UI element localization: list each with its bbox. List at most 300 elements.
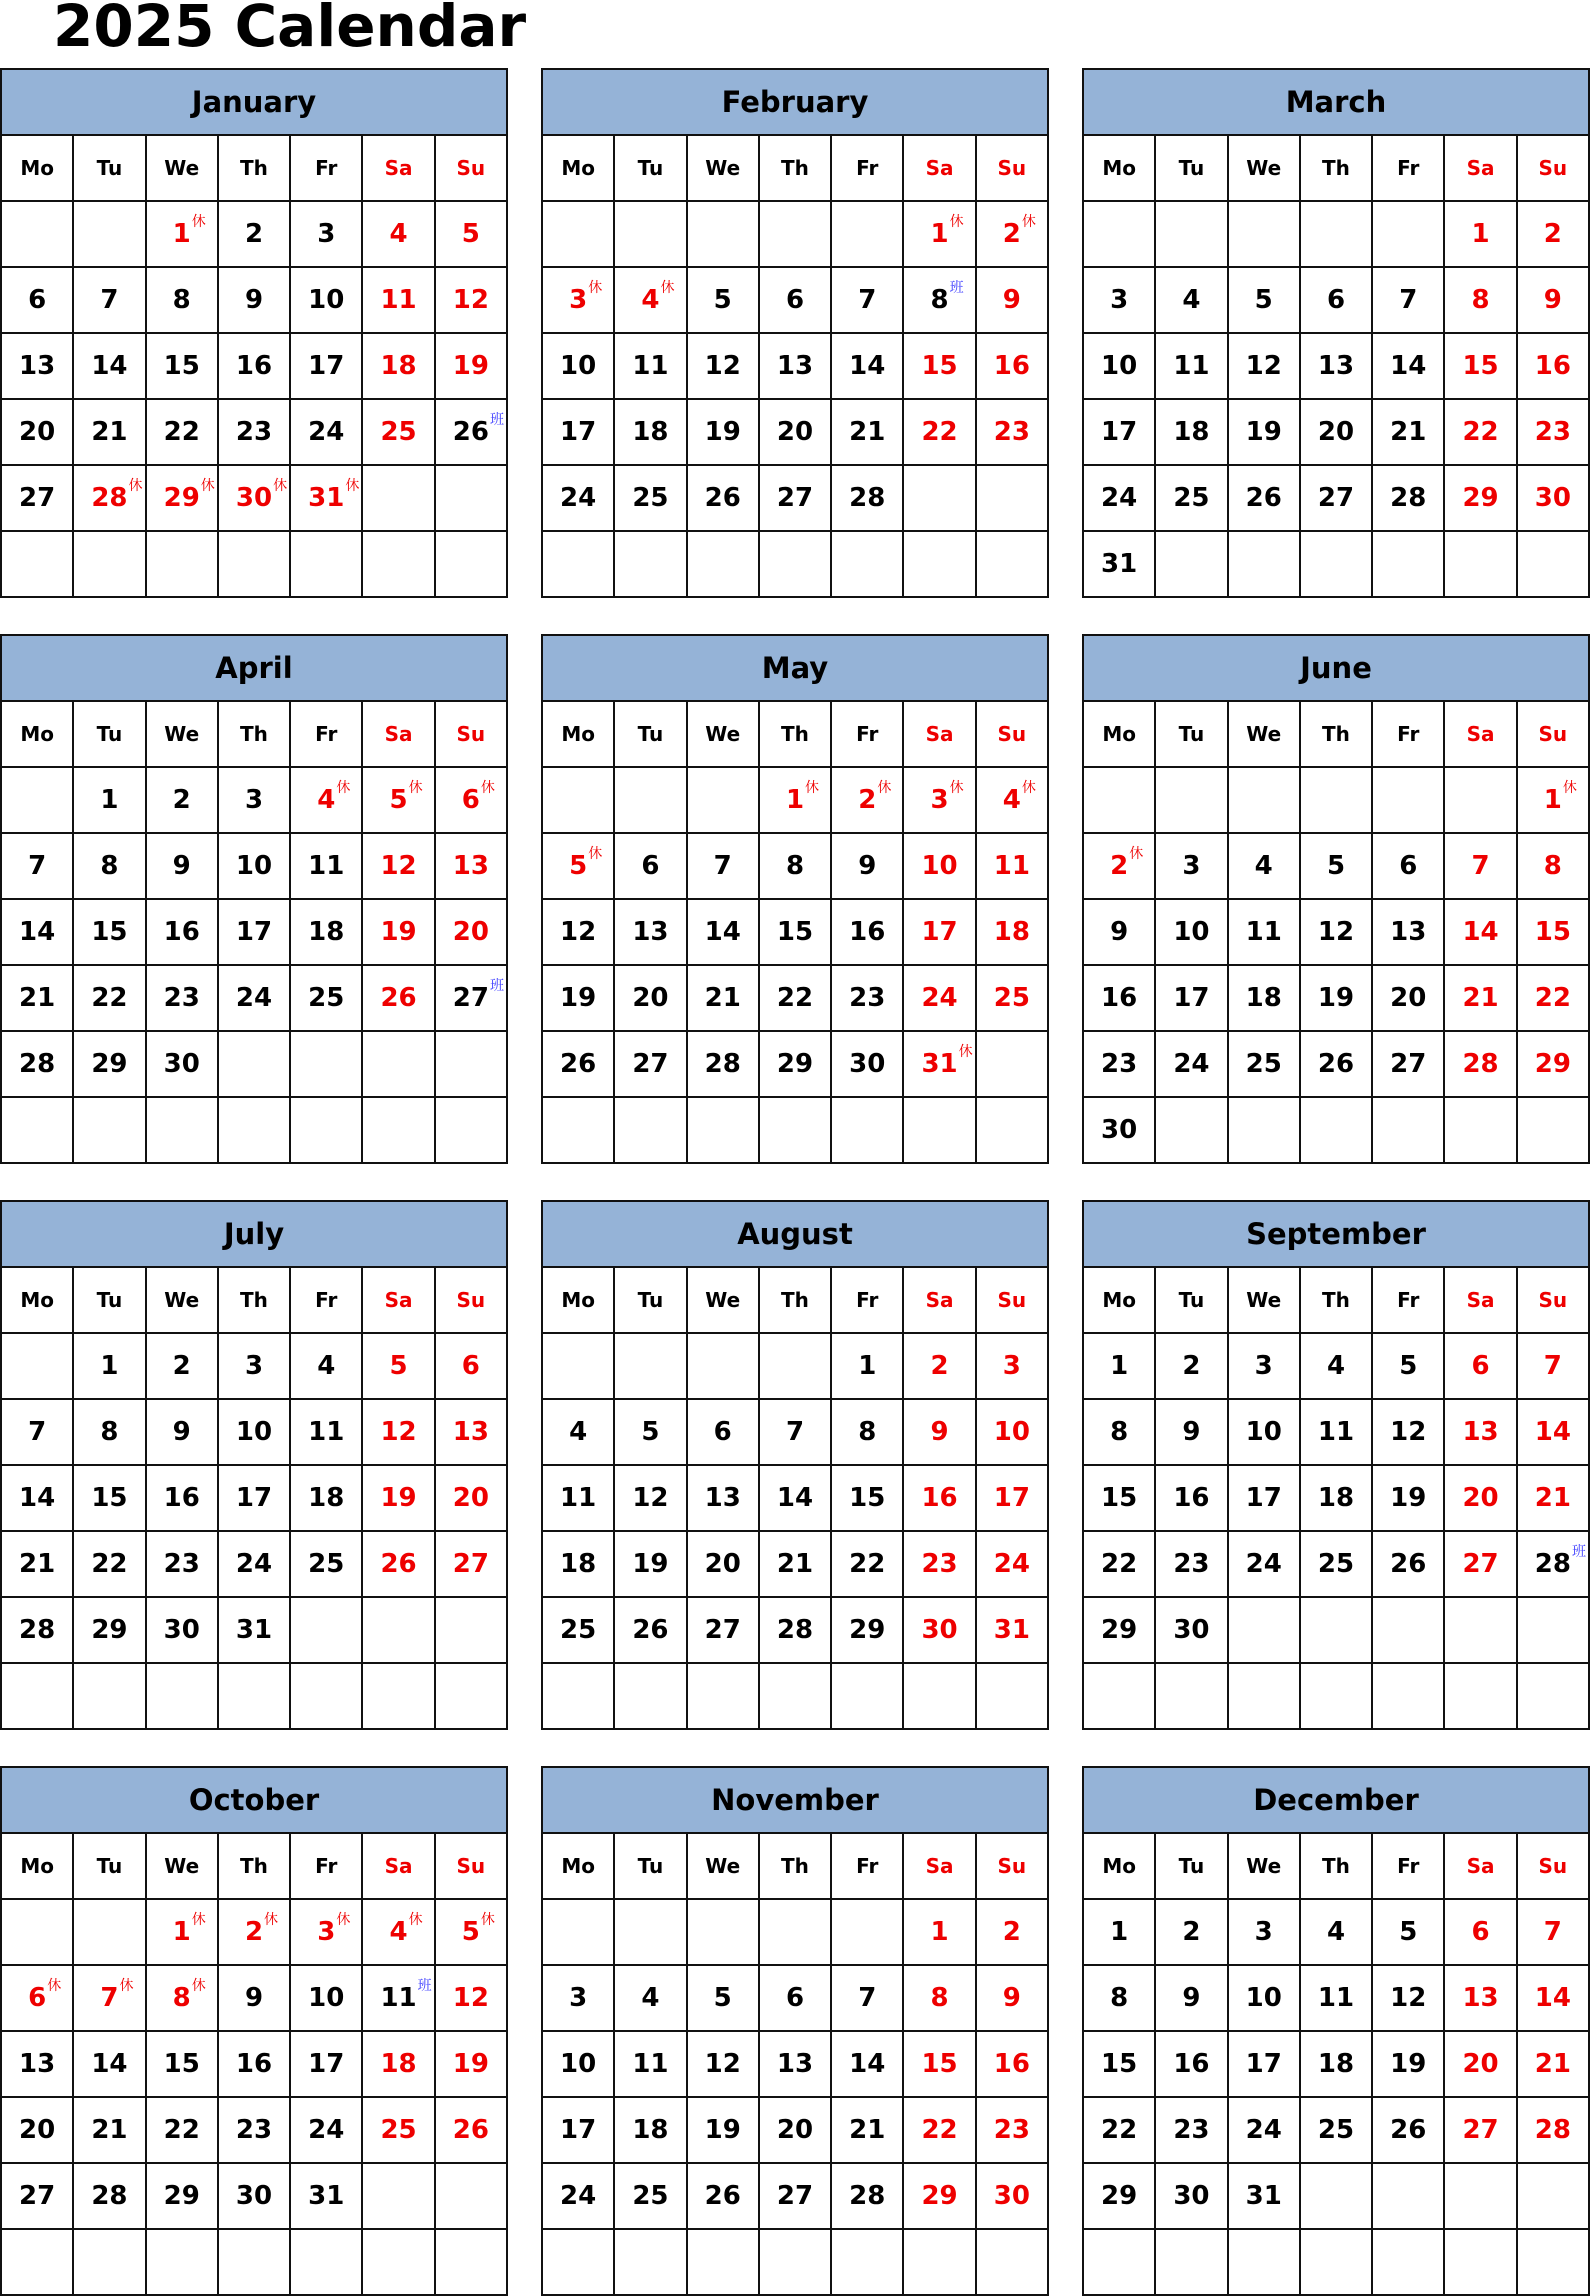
day-number: 22	[91, 1549, 128, 1579]
day-cell	[1372, 399, 1444, 465]
week-row	[1083, 267, 1589, 333]
day-cell	[73, 399, 145, 465]
day-cell	[362, 2229, 434, 2295]
day-cell	[1444, 1531, 1516, 1597]
day-cell	[687, 399, 759, 465]
day-number: 24	[308, 417, 345, 447]
week-row	[542, 465, 1048, 531]
day-number: 17	[1173, 983, 1210, 1013]
day-cell	[1, 899, 73, 965]
day-cell	[1372, 1465, 1444, 1531]
day-number: 22	[921, 2115, 958, 2145]
day-cell	[687, 1597, 759, 1663]
day-number: 9	[930, 1417, 949, 1447]
day-cell	[542, 767, 614, 833]
day-cell	[290, 465, 362, 531]
day-number: 5	[713, 1983, 732, 2013]
day-number: 21	[19, 983, 56, 1013]
day-cell	[831, 1465, 903, 1531]
day-cell	[903, 1899, 975, 1965]
day-number: 4	[389, 219, 408, 249]
day-cell	[614, 1899, 686, 1965]
day-number: 24	[993, 1549, 1030, 1579]
day-number: 21	[91, 2115, 128, 2145]
weekday-label: Th	[759, 1833, 831, 1899]
day-cell	[1300, 1333, 1372, 1399]
day-number: 27	[776, 483, 814, 513]
weekday-label: Sa	[903, 701, 975, 767]
day-number: 15	[776, 917, 814, 947]
day-number: 4	[1182, 285, 1201, 315]
day-number: 29	[776, 1049, 814, 1079]
day-number: 31	[308, 2181, 345, 2211]
day-number: 6	[1399, 851, 1418, 881]
day-number: 9	[1002, 285, 1021, 315]
day-number: 16	[1173, 2049, 1210, 2079]
day-number: 27	[632, 1049, 669, 1079]
day-number: 11	[1317, 1417, 1355, 1447]
day-number: 21	[704, 983, 741, 1013]
holiday-mark: 休	[1562, 780, 1577, 796]
day-cell	[146, 833, 218, 899]
day-number: 12	[632, 1483, 669, 1513]
day-cell	[1517, 2163, 1589, 2229]
day-cell	[218, 531, 290, 597]
day-number: 18	[380, 351, 417, 381]
day-cell	[1, 1597, 73, 1663]
day-cell	[1, 1031, 73, 1097]
day-number: 16	[163, 917, 200, 947]
day-cell	[1444, 1663, 1516, 1729]
day-cell	[1300, 1597, 1372, 1663]
day-number: 4	[1254, 851, 1273, 881]
day-number: 24	[1245, 1549, 1282, 1579]
day-number: 5	[461, 219, 480, 249]
day-cell	[1444, 1465, 1516, 1531]
day-cell	[73, 333, 145, 399]
day-cell	[1517, 1465, 1589, 1531]
day-cell	[1517, 1531, 1589, 1597]
day-number: 19	[452, 351, 489, 381]
weekday-label: Mo	[1, 135, 73, 201]
day-number: 14	[19, 917, 56, 947]
day-number: 3	[317, 219, 336, 249]
day-cell	[362, 1899, 434, 1965]
day-number: 29 休	[164, 483, 200, 513]
day-cell	[542, 2031, 614, 2097]
day-cell	[362, 1965, 434, 2031]
day-number: 16	[1173, 1483, 1210, 1513]
holiday-mark: 休	[949, 214, 964, 230]
day-number: 6	[785, 1983, 805, 2013]
day-cell	[542, 1031, 614, 1097]
week-row	[542, 2031, 1048, 2097]
month-september	[1082, 1200, 1590, 1729]
day-number: 22	[1101, 2115, 1138, 2145]
day-number: 9	[1543, 285, 1562, 315]
day-cell	[146, 1031, 218, 1097]
day-cell	[1083, 2229, 1155, 2295]
day-number: 31	[235, 1615, 273, 1645]
day-number: 30	[235, 2181, 273, 2211]
month-table	[0, 634, 508, 1164]
weekday-label: Tu	[1155, 1833, 1227, 1899]
day-number: 25	[993, 983, 1030, 1013]
day-number: 26	[1390, 1549, 1427, 1579]
day-number: 16	[235, 351, 273, 381]
day-cell	[290, 531, 362, 597]
day-cell	[1, 2229, 73, 2295]
day-cell	[218, 2163, 290, 2229]
day-number: 10	[308, 285, 345, 315]
day-cell	[542, 333, 614, 399]
day-cell	[1444, 1399, 1516, 1465]
day-cell	[1, 1531, 73, 1597]
day-number: 15	[1101, 1483, 1138, 1513]
day-number: 19	[380, 917, 417, 947]
month-table	[1082, 68, 1590, 598]
month-november	[541, 1766, 1049, 2295]
weekday-header-row	[1, 1833, 507, 1899]
weekday-label: Fr	[831, 1833, 903, 1899]
day-number: 1 休	[1544, 785, 1562, 815]
day-number: 19	[560, 983, 597, 1013]
day-cell	[290, 1399, 362, 1465]
day-number: 2	[1182, 1917, 1201, 1947]
day-cell	[1372, 1333, 1444, 1399]
weekday-label: Sa	[1444, 135, 1516, 201]
week-row	[1, 201, 507, 267]
day-cell	[1444, 899, 1516, 965]
day-cell	[614, 1465, 686, 1531]
month-table	[541, 68, 1049, 598]
holiday-mark: 休	[408, 780, 423, 796]
day-number: 12	[452, 1983, 489, 2013]
day-number: 29	[91, 1615, 128, 1645]
day-cell	[218, 1399, 290, 1465]
day-number: 3 休	[931, 785, 949, 815]
day-cell	[903, 833, 975, 899]
day-cell	[435, 1333, 507, 1399]
day-cell	[542, 1965, 614, 2031]
day-cell	[1083, 465, 1155, 531]
day-number: 22	[163, 417, 200, 447]
day-cell	[1083, 333, 1155, 399]
day-number: 12	[380, 1417, 417, 1447]
day-number: 13	[452, 851, 489, 881]
day-number: 3 休	[569, 285, 587, 315]
day-cell	[73, 1531, 145, 1597]
day-cell	[542, 965, 614, 1031]
day-cell	[290, 2163, 362, 2229]
day-number: 5	[1399, 1917, 1418, 1947]
day-number: 15	[1534, 917, 1571, 947]
day-cell	[687, 1663, 759, 1729]
week-row	[1, 833, 507, 899]
week-row	[1083, 1531, 1589, 1597]
day-cell	[976, 2163, 1048, 2229]
day-number: 7	[1471, 851, 1490, 881]
day-cell	[146, 2031, 218, 2097]
day-number: 7	[1543, 1917, 1562, 1947]
holiday-mark: 休	[958, 1044, 973, 1060]
day-number: 19	[452, 2049, 489, 2079]
day-cell	[614, 1531, 686, 1597]
day-cell	[73, 1031, 145, 1097]
day-cell	[1444, 2163, 1516, 2229]
day-cell	[1444, 767, 1516, 833]
day-cell	[1155, 201, 1227, 267]
day-number: 2 休	[245, 1917, 263, 1947]
day-cell	[976, 899, 1048, 965]
day-cell	[976, 2229, 1048, 2295]
day-cell	[1444, 201, 1516, 267]
day-cell	[614, 1663, 686, 1729]
month-table	[1082, 1766, 1590, 2296]
day-number: 19	[632, 1549, 669, 1579]
month-name: April	[1, 635, 507, 701]
day-cell	[1155, 399, 1227, 465]
week-row	[1083, 1333, 1589, 1399]
day-number: 9	[1182, 1417, 1201, 1447]
weekday-label: Sa	[1444, 1833, 1516, 1899]
month-august	[541, 1200, 1049, 1729]
day-number: 13	[1317, 351, 1355, 381]
day-cell	[1083, 965, 1155, 1031]
weekday-label: Sa	[903, 1833, 975, 1899]
day-cell	[759, 399, 831, 465]
week-row	[1, 1965, 507, 2031]
day-cell	[1517, 1333, 1589, 1399]
holiday-mark: 休	[588, 846, 603, 862]
day-cell	[903, 531, 975, 597]
day-cell	[146, 1663, 218, 1729]
day-cell	[1300, 1031, 1372, 1097]
day-cell	[687, 1097, 759, 1163]
day-number: 26	[704, 483, 741, 513]
day-number: 5	[1326, 851, 1346, 881]
weekday-label: Mo	[542, 135, 614, 201]
day-cell	[831, 531, 903, 597]
day-number: 3	[1254, 1351, 1273, 1381]
workday-mark: 班	[417, 1978, 432, 1994]
weekday-label: Su	[976, 135, 1048, 201]
week-row	[1, 1031, 507, 1097]
holiday-mark: 休	[191, 1978, 206, 1994]
day-cell	[759, 1333, 831, 1399]
day-cell	[614, 2163, 686, 2229]
day-cell	[759, 965, 831, 1031]
holiday-mark: 休	[191, 1912, 206, 1928]
day-number: 24	[1173, 1049, 1210, 1079]
day-number: 25	[1173, 483, 1210, 513]
day-cell	[1155, 1465, 1227, 1531]
day-number: 31 休	[308, 483, 344, 513]
day-number: 17	[308, 351, 345, 381]
day-cell	[1228, 1333, 1300, 1399]
weekday-header-row	[1083, 701, 1589, 767]
day-number: 1	[1110, 1351, 1129, 1381]
month-march	[1082, 68, 1590, 597]
holiday-mark: 休	[1129, 846, 1144, 862]
day-cell	[1300, 833, 1372, 899]
week-row	[1083, 2229, 1589, 2295]
week-row	[542, 1465, 1048, 1531]
weekday-label: Fr	[831, 701, 903, 767]
day-cell	[1444, 1899, 1516, 1965]
day-cell	[1083, 1663, 1155, 1729]
day-number: 2	[244, 219, 264, 249]
weekday-label: Mo	[542, 1833, 614, 1899]
day-cell	[1228, 833, 1300, 899]
day-number: 12	[704, 2049, 741, 2079]
day-cell	[1228, 767, 1300, 833]
weekday-label: We	[146, 135, 218, 201]
day-cell	[542, 531, 614, 597]
day-number: 22	[163, 2115, 200, 2145]
day-cell	[218, 1465, 290, 1531]
day-cell	[542, 465, 614, 531]
weekday-label: Sa	[903, 135, 975, 201]
day-cell	[362, 201, 434, 267]
day-number: 21	[1462, 983, 1499, 1013]
month-name: June	[1083, 635, 1589, 701]
day-cell	[435, 1097, 507, 1163]
day-number: 22	[776, 983, 814, 1013]
day-cell	[831, 1399, 903, 1465]
day-number: 14	[91, 2049, 128, 2079]
day-cell	[1517, 1663, 1589, 1729]
day-cell	[831, 767, 903, 833]
day-cell	[976, 1031, 1048, 1097]
day-cell	[146, 531, 218, 597]
week-row	[1, 2229, 507, 2295]
day-number: 31	[993, 1615, 1030, 1645]
day-cell	[435, 1531, 507, 1597]
day-cell	[1228, 267, 1300, 333]
day-number: 30	[921, 1615, 958, 1645]
day-cell	[1372, 833, 1444, 899]
week-row	[1, 2097, 507, 2163]
day-number: 10	[235, 1417, 273, 1447]
day-cell	[759, 531, 831, 597]
day-number: 28 班	[1535, 1549, 1571, 1579]
day-cell	[362, 2031, 434, 2097]
week-row	[542, 333, 1048, 399]
day-cell	[1517, 833, 1589, 899]
holiday-mark: 休	[273, 478, 288, 494]
day-number: 27	[1462, 1549, 1499, 1579]
day-cell	[976, 201, 1048, 267]
day-cell	[362, 465, 434, 531]
day-cell	[73, 1965, 145, 2031]
day-cell	[542, 833, 614, 899]
day-number: 17	[1245, 1483, 1282, 1513]
day-number: 19	[1245, 417, 1282, 447]
day-number: 5	[1254, 285, 1273, 315]
month-january	[0, 68, 508, 597]
day-number: 17	[308, 2049, 345, 2079]
day-cell	[759, 1031, 831, 1097]
weekday-label: Mo	[1083, 701, 1155, 767]
weekday-label: Fr	[290, 1267, 362, 1333]
week-row	[542, 1333, 1048, 1399]
day-cell	[146, 767, 218, 833]
day-number: 21	[849, 2115, 886, 2145]
day-number: 25	[380, 2115, 417, 2145]
day-cell	[435, 965, 507, 1031]
day-cell	[759, 2031, 831, 2097]
holiday-mark: 休	[200, 478, 215, 494]
day-cell	[146, 267, 218, 333]
day-number: 27	[1462, 2115, 1499, 2145]
day-cell	[1083, 1597, 1155, 1663]
day-cell	[687, 2097, 759, 2163]
day-number: 17	[560, 417, 597, 447]
day-cell	[759, 1965, 831, 2031]
week-row	[1083, 2097, 1589, 2163]
day-number: 30	[1173, 2181, 1210, 2211]
day-cell	[1300, 465, 1372, 531]
day-number: 19	[704, 2115, 741, 2145]
day-cell	[831, 1899, 903, 1965]
day-cell	[1228, 2097, 1300, 2163]
day-cell	[542, 1333, 614, 1399]
weekday-label: Tu	[614, 1267, 686, 1333]
day-cell	[362, 767, 434, 833]
day-cell	[759, 1399, 831, 1465]
day-cell	[218, 965, 290, 1031]
day-cell	[73, 1333, 145, 1399]
day-number: 25	[308, 983, 345, 1013]
day-cell	[614, 1333, 686, 1399]
day-number: 27	[776, 2181, 814, 2211]
day-number: 23	[921, 1549, 958, 1579]
day-number: 28 休	[91, 483, 127, 513]
day-number: 5	[389, 1351, 408, 1381]
day-cell	[435, 399, 507, 465]
day-cell	[1, 1097, 73, 1163]
day-cell	[759, 833, 831, 899]
weekday-label: Mo	[1, 1833, 73, 1899]
day-cell	[1444, 465, 1516, 531]
day-cell	[1, 767, 73, 833]
week-row	[1, 1663, 507, 1729]
day-number: 19	[380, 1483, 417, 1513]
week-row	[1, 465, 507, 531]
weekday-label: Fr	[290, 1833, 362, 1899]
week-row	[1083, 1465, 1589, 1531]
day-cell	[1228, 1965, 1300, 2031]
day-number: 14	[704, 917, 741, 947]
week-row	[1, 1097, 507, 1163]
day-cell	[290, 399, 362, 465]
day-number: 28	[1390, 483, 1427, 513]
day-number: 10	[993, 1417, 1030, 1447]
day-number: 17	[1101, 417, 1138, 447]
day-number: 20	[452, 917, 489, 947]
day-number: 23	[849, 983, 886, 1013]
weekday-header-row	[1, 701, 507, 767]
day-number: 20	[19, 417, 56, 447]
day-cell	[1155, 1965, 1227, 2031]
weekday-label: We	[1228, 701, 1300, 767]
day-cell	[1300, 767, 1372, 833]
week-row	[542, 267, 1048, 333]
workday-mark: 班	[1571, 1544, 1586, 1560]
week-row	[1083, 965, 1589, 1031]
day-number: 6	[641, 851, 660, 881]
